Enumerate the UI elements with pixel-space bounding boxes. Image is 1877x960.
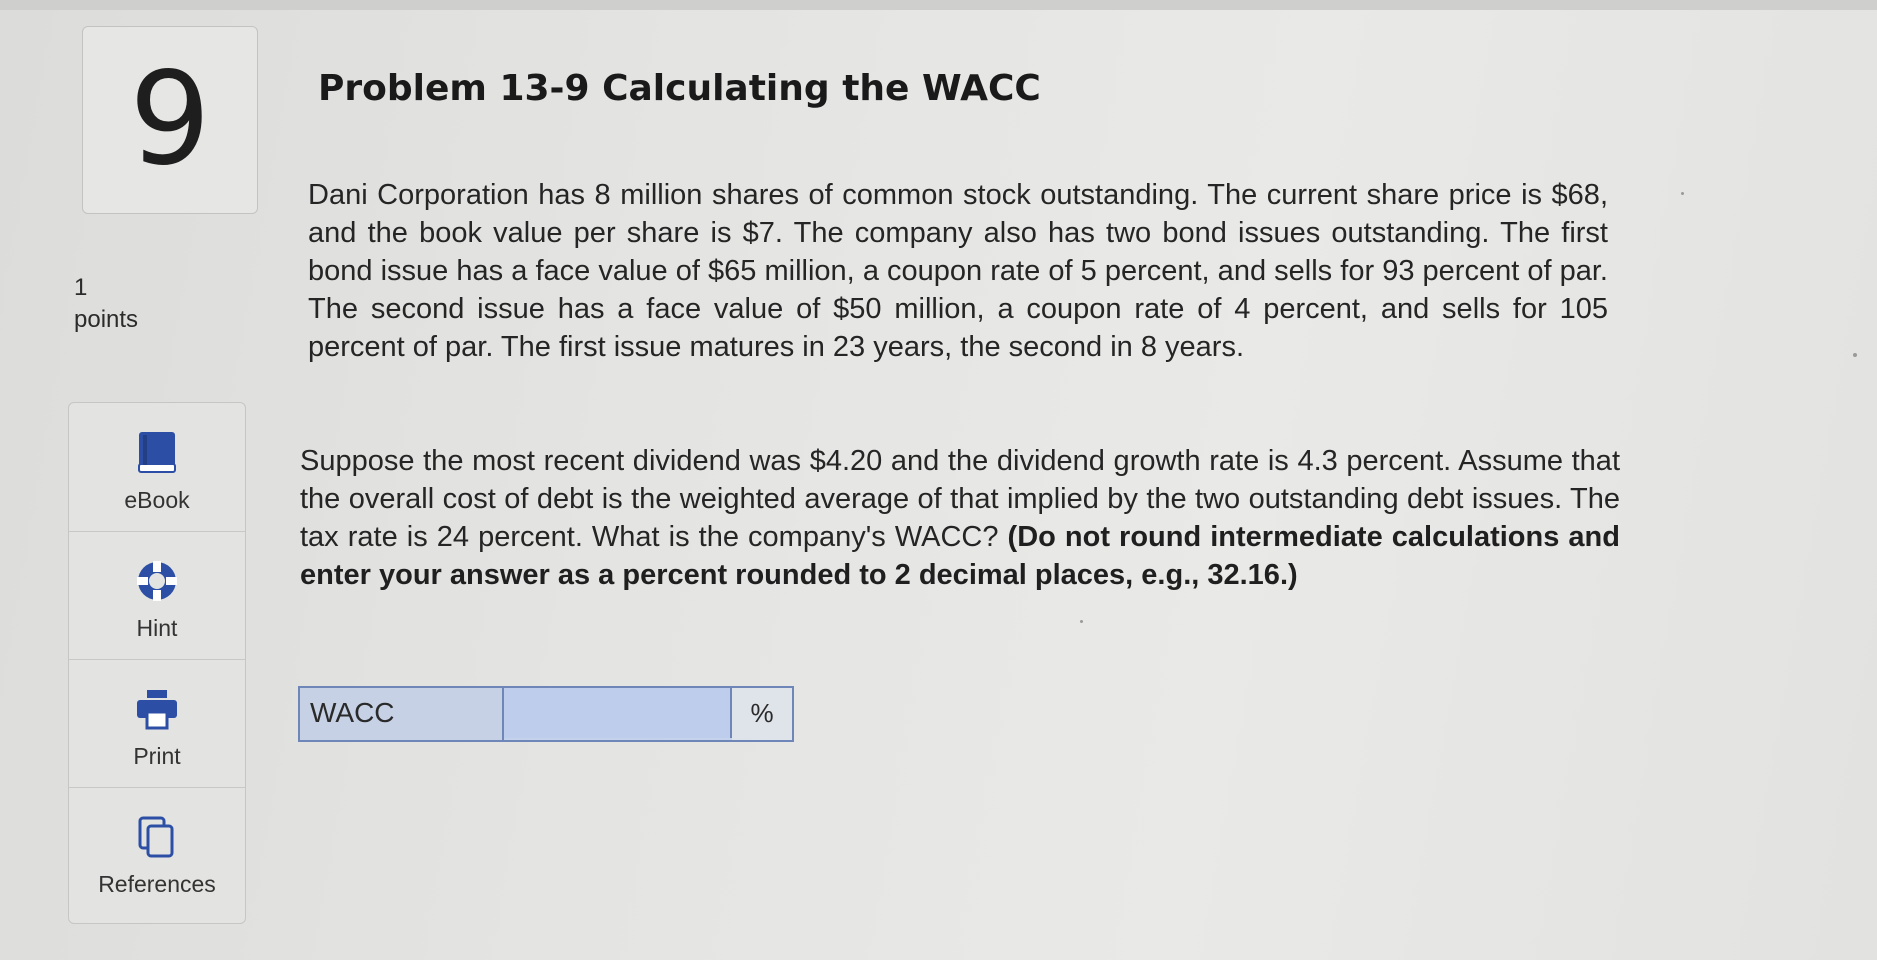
book-icon bbox=[137, 431, 177, 475]
top-edge bbox=[0, 0, 1877, 10]
ebook-label: eBook bbox=[124, 487, 190, 513]
problem-paragraph-2 bbox=[300, 442, 1620, 594]
problem-instructions: (Do not round intermediate calculations and enter your answer as a percent rounded to 2 decimal places, e.g., 32.16.) bbox=[300, 521, 1620, 591]
question-number: 9 bbox=[129, 45, 211, 194]
problem-paragraph-1: Dani Corporation has 8 million shares of common stock outstanding. The current share price is $68, and the book value per share is $7. The company also has two bond issues outstanding. The first bond issue has a face value of $65 million, a coupon rate of 5 percent, and sells for 93 percent of par. The second issue has a face value of $50 million, a coupon rate of 4 percent, and sells for 105 percent of par. The first issue matures in 23 years, the second in 8 years. bbox=[308, 179, 1608, 363]
answer-row bbox=[298, 686, 794, 742]
answer-label: WACC bbox=[300, 688, 504, 740]
references-label: References bbox=[98, 871, 216, 897]
hint-label: Hint bbox=[136, 615, 178, 641]
dust-speck bbox=[1681, 192, 1684, 195]
lifebuoy-icon bbox=[135, 559, 179, 603]
points-info bbox=[74, 272, 138, 336]
ebook-button[interactable] bbox=[69, 403, 245, 532]
documents-icon bbox=[137, 815, 177, 859]
tools-panel bbox=[68, 402, 246, 924]
references-button[interactable] bbox=[69, 787, 245, 915]
print-label: Print bbox=[133, 743, 181, 769]
dust-speck bbox=[1080, 620, 1083, 623]
answer-unit: % bbox=[732, 688, 792, 740]
points-value: 1 bbox=[74, 274, 88, 301]
printer-icon bbox=[135, 688, 179, 730]
dust-speck bbox=[1853, 353, 1857, 357]
wacc-input[interactable] bbox=[504, 688, 732, 738]
answer-input-wrapper bbox=[504, 688, 732, 740]
hint-button[interactable] bbox=[69, 531, 245, 660]
problem-title: Problem 13-9 Calculating the WACC bbox=[318, 68, 1041, 109]
print-button[interactable] bbox=[69, 659, 245, 788]
question-number-box bbox=[82, 26, 258, 214]
points-label: points bbox=[74, 306, 139, 333]
problem-question-text: Suppose the most recent dividend was $4.20 and the dividend growth rate is 4.3 percent. Assume that the overall cost of debt is the weighted average of that implied by the two outstanding debt issues. The tax rate is 24 percent. What is the company's WACC? bbox=[300, 445, 1620, 553]
